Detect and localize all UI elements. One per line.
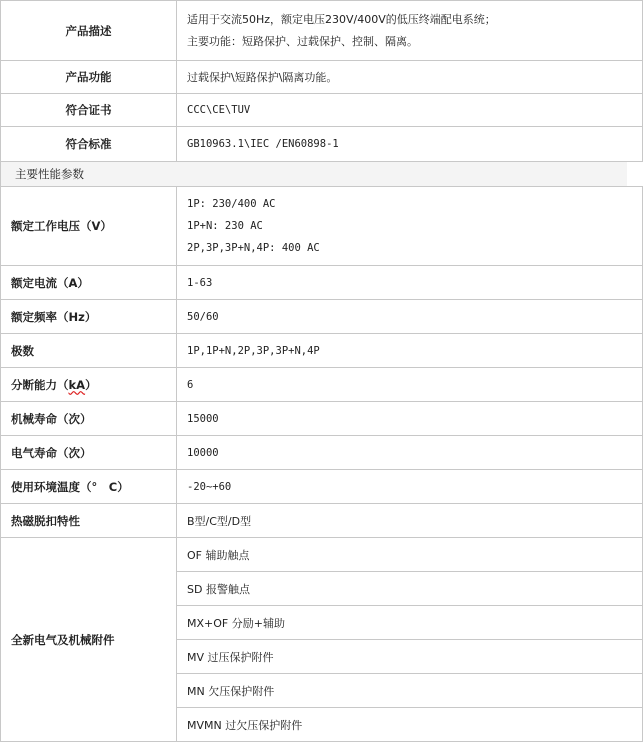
table-row: [1, 470, 643, 504]
row-value-certificate: CCC\CE\TUV: [177, 94, 643, 127]
row-value-function: 过载保护\短路保护\隔离功能。: [177, 61, 643, 94]
breaking-label-suffix: ）: [85, 377, 97, 392]
row-label-function: 产品功能: [1, 61, 177, 94]
param-value-rated-current: 1-63: [177, 266, 643, 300]
table-row: [1, 266, 643, 300]
accessory-item: OF 辅助触点: [177, 538, 643, 572]
param-label-mechanical-life: 机械寿命（次）: [1, 402, 177, 436]
accessory-item: MVMN 过欠压保护附件: [177, 708, 643, 742]
table-row: [1, 436, 643, 470]
param-value-poles: 1P,1P+N,2P,3P,3P+N,4P: [177, 334, 643, 368]
param-value-mechanical-life: 15000: [177, 402, 643, 436]
description-line-2: 主要功能：短路保护、过载保护、控制、隔离。: [187, 34, 418, 48]
section-title: 主要性能参数: [0, 162, 627, 186]
row-value-standard: GB10963.1\IEC /EN60898-1: [177, 127, 643, 162]
table-row: [1, 300, 643, 334]
param-value-trip-characteristic: B型/C型/D型: [177, 504, 643, 538]
table-row: [1, 402, 643, 436]
row-label-description: 产品描述: [1, 1, 177, 61]
accessory-item: MX+OF 分励+辅助: [177, 606, 643, 640]
description-line-1: 适用于交流50Hz，额定电压230V/400V的低压终端配电系统；: [187, 12, 496, 26]
param-label-electrical-life: 电气寿命（次）: [1, 436, 177, 470]
param-label-rated-current: 额定电流（A）: [1, 266, 177, 300]
breaking-label-prefix: 分断能力（: [11, 377, 69, 392]
row-label-certificate: 符合证书: [1, 94, 177, 127]
param-label-trip-characteristic: 热磁脱扣特性: [1, 504, 177, 538]
row-value-description: [177, 1, 643, 61]
param-label-accessories: 全新电气及机械附件: [1, 538, 177, 742]
voltage-line-2: 1P+N: 230 AC: [187, 220, 263, 232]
table-row: [1, 94, 643, 127]
table-row: [1, 334, 643, 368]
accessory-item: MV 过压保护附件: [177, 640, 643, 674]
breaking-label-unit: kA: [68, 377, 86, 392]
param-label-rated-frequency: 额定频率（Hz）: [1, 300, 177, 334]
voltage-line-3: 2P,3P,3P+N,4P: 400 AC: [187, 242, 320, 254]
table-row: [1, 504, 643, 538]
param-label-breaking-capacity: [1, 368, 177, 402]
performance-table: [0, 186, 643, 742]
param-label-poles: 极数: [1, 334, 177, 368]
param-label-ambient-temperature: 使用环境温度（° C）: [1, 470, 177, 504]
param-value-breaking-capacity: 6: [177, 368, 643, 402]
param-label-rated-voltage: 额定工作电压（V）: [1, 187, 177, 266]
accessory-item: MN 欠压保护附件: [177, 674, 643, 708]
accessory-item: SD 报警触点: [177, 572, 643, 606]
table-row: [1, 538, 643, 572]
table-row: [1, 127, 643, 162]
param-value-ambient-temperature: -20~+60: [177, 470, 643, 504]
table-row: [1, 1, 643, 61]
row-label-standard: 符合标准: [1, 127, 177, 162]
param-value-electrical-life: 10000: [177, 436, 643, 470]
param-value-rated-voltage: [177, 187, 643, 266]
product-info-table: [0, 0, 643, 162]
param-value-rated-frequency: 50/60: [177, 300, 643, 334]
table-row: [1, 61, 643, 94]
table-row: [1, 187, 643, 266]
table-row: [1, 368, 643, 402]
voltage-line-1: 1P: 230/400 AC: [187, 198, 276, 210]
